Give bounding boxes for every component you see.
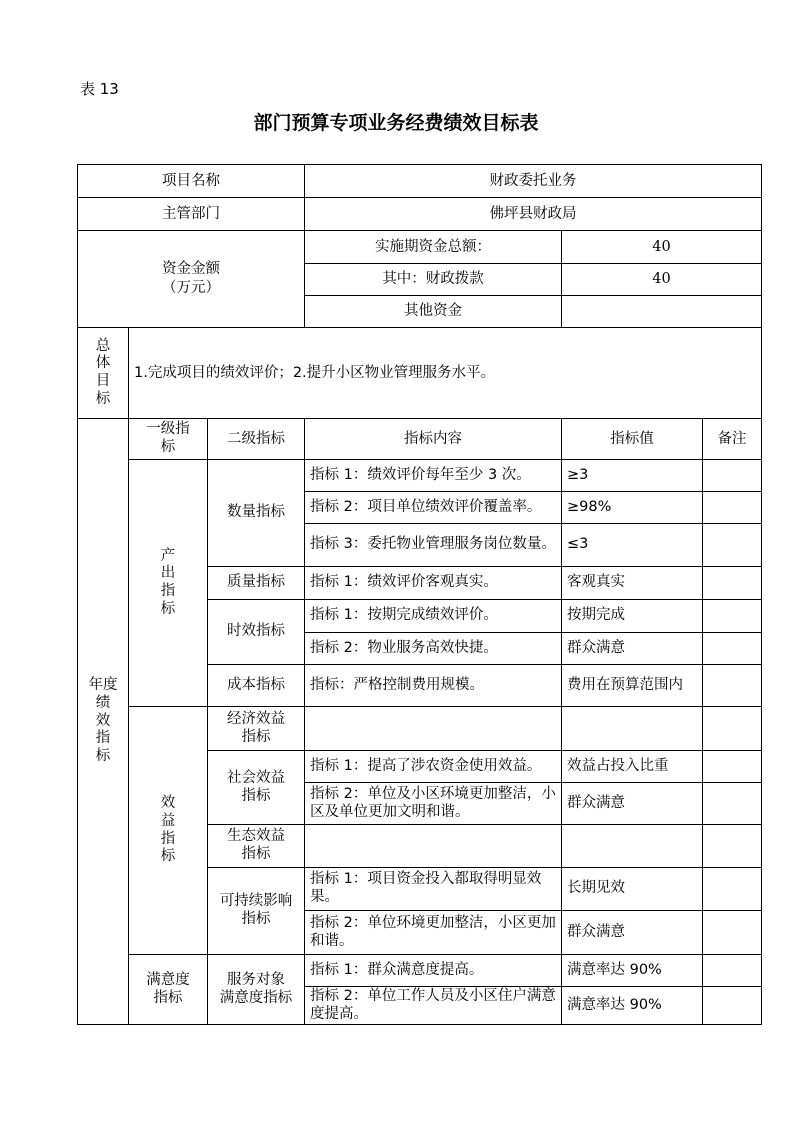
row-note — [703, 911, 761, 954]
funds-fiscal-value: 40 — [652, 271, 671, 288]
header-content: 指标内容 — [404, 430, 462, 447]
row-value: 客观真实 — [567, 574, 625, 591]
row-value: 费用在预算范围内 — [567, 676, 683, 693]
row-content: 指标 1：项目资金投入都取得明显效果。 — [310, 871, 542, 905]
row-content — [305, 825, 561, 867]
overall-goal-label: 总 体 目 标 — [95, 337, 111, 407]
row-note — [703, 524, 761, 566]
level2-quantity: 数量指标 — [227, 504, 285, 521]
row-note — [703, 600, 761, 632]
row-note — [703, 707, 761, 750]
department-label: 主管部门 — [162, 205, 220, 222]
row-content: 指标 1：群众满意度提高。 — [310, 961, 484, 978]
table-number: 表 13 — [80, 80, 119, 98]
row-value: ≤3 — [567, 536, 589, 553]
level2-service: 服务对象 满意度指标 — [219, 971, 293, 1006]
level2-quality: 质量指标 — [227, 574, 285, 591]
row-content: 指标 3：委托物业管理服务岗位数量。 — [310, 536, 556, 553]
funds-other-value — [562, 296, 761, 327]
level2-economic: 经济效益 指标 — [227, 710, 285, 745]
row-note — [703, 492, 761, 523]
row-note — [703, 751, 761, 782]
row-content: 指标 2：单位环境更加整洁，小区更加和谐。 — [310, 914, 556, 949]
row-content — [305, 707, 561, 750]
level1-output: 产 出 指 标 — [160, 547, 176, 617]
department-value: 佛坪县财政局 — [489, 205, 577, 222]
row-note — [703, 665, 761, 706]
row-content: 指标 2：物业服务高效快捷。 — [310, 639, 498, 656]
funds-other-label: 其他资金 — [404, 303, 462, 320]
row-content: 指标 2：单位及小区环境更加整洁，小区及单位更加文明和谐。 — [310, 785, 556, 820]
header-value: 指标值 — [610, 430, 654, 447]
row-note — [703, 825, 761, 867]
row-note — [703, 868, 761, 910]
header-note: 备注 — [717, 430, 747, 447]
level2-social: 社会效益 指标 — [227, 769, 285, 804]
row-value: 效益占投入比重 — [567, 757, 669, 774]
row-value: 群众满意 — [567, 923, 625, 940]
row-content: 指标 2：单位工作人员及小区住户满意度提高。 — [310, 987, 556, 1022]
header-level1: 一级指 标 — [146, 421, 190, 455]
row-note — [703, 460, 761, 491]
row-content: 指标 2：项目单位绩效评价覆盖率。 — [310, 498, 542, 515]
level1-satisfaction: 满意度 指标 — [146, 971, 190, 1006]
document-title: 部门预算专项业务经费绩效目标表 — [253, 112, 539, 134]
row-value — [562, 825, 702, 867]
row-note — [703, 955, 761, 986]
project-name-label: 项目名称 — [162, 172, 220, 189]
row-value: 按期完成 — [567, 607, 625, 624]
funds-fiscal-label: 其中：财政拨款 — [382, 271, 484, 288]
row-note — [703, 987, 761, 1024]
header-level2: 二级指标 — [227, 430, 285, 447]
row-value: ≥3 — [567, 466, 589, 483]
row-value: ≥98% — [567, 498, 612, 515]
row-value: 满意率达 90% — [567, 996, 662, 1013]
row-note — [703, 783, 761, 824]
row-value: 群众满意 — [567, 794, 625, 811]
row-value — [562, 707, 702, 750]
project-name-value: 财政委托业务 — [489, 172, 577, 189]
level2-timeliness: 时效指标 — [227, 623, 285, 640]
row-note — [703, 633, 761, 664]
funds-total-label: 实施期资金总额： — [375, 238, 491, 255]
row-value: 满意率达 90% — [567, 961, 662, 978]
row-content: 指标 1：提高了涉农资金使用效益。 — [310, 757, 542, 774]
row-note — [703, 567, 761, 599]
level1-benefit: 效 益 指 标 — [160, 795, 176, 865]
row-content: 指标 1：绩效评价每年至少 3 次。 — [310, 466, 531, 483]
row-value: 群众满意 — [567, 639, 625, 656]
row-content: 指标：严格控制费用规模。 — [310, 676, 484, 693]
funds-label: 资金金额 （万元） — [162, 261, 220, 296]
row-content: 指标 1：绩效评价客观真实。 — [310, 574, 498, 591]
funds-total-value: 40 — [652, 238, 671, 255]
row-content: 指标 1：按期完成绩效评价。 — [310, 607, 498, 624]
row-value: 长期见效 — [567, 880, 625, 897]
level2-ecological: 生态效益 指标 — [227, 828, 285, 862]
level2-sustainable: 可持续影响 指标 — [219, 893, 293, 927]
level2-cost: 成本指标 — [227, 676, 285, 693]
overall-goal-value: 1.完成项目的绩效评价；2.提升小区物业管理服务水平。 — [134, 364, 496, 381]
annual-indicators-label: 年度 绩 效 指 标 — [88, 677, 118, 765]
